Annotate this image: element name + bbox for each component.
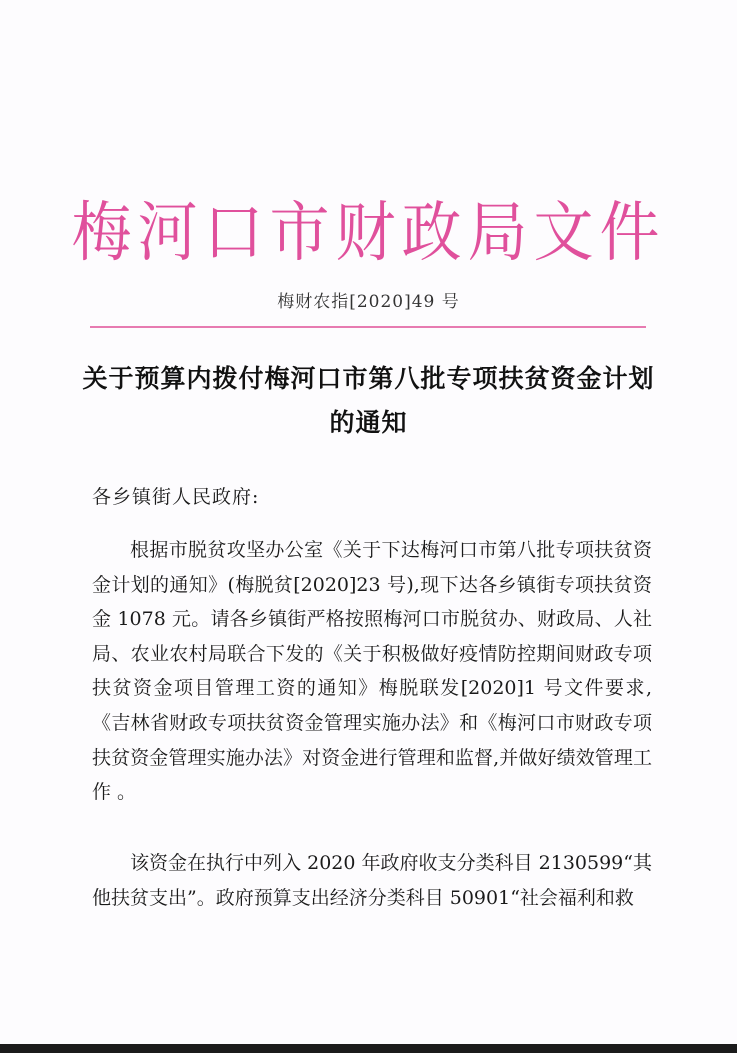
header-divider [90,326,646,328]
salutation: 各乡镇街人民政府: [92,486,260,508]
scan-edge-shadow [0,1044,737,1053]
body-paragraph-1: 根据市脱贫攻坚办公室《关于下达梅河口市第八批专项扶贫资金计划的通知》(梅脱贫[2020]23 号),现下达各乡镇街专项扶贫资金 1078 元。请各乡镇街严格按照梅河口市脱贫办、财政局、人社局、农业农村局联合下发的《关于积极做好疫情防控期间财政专项扶贫资金项目管理工资的通知》梅脱联发[2020]1 号文件要求,《吉林省财政专项扶贫资金管理实施办法》和《梅河口市财政专项扶贫资金管理实施办法》对资金进行管理和监督,并做好绩效管理工作 。 [92,539,652,804]
document-header-title: 梅河口市财政局文件 [71,195,666,271]
notice-title: 关于预算内拨付梅河口市第八批专项扶贫资金计划的通知 [82,364,655,437]
document-number: 梅财农指[2020]49 号 [277,292,460,312]
body-paragraph-2: 该资金在执行中列入 2020 年政府收支分类科目 2130599“其他扶贫支出”。政府预算支出经济分类科目 50901“社会福利和救 [92,852,652,909]
